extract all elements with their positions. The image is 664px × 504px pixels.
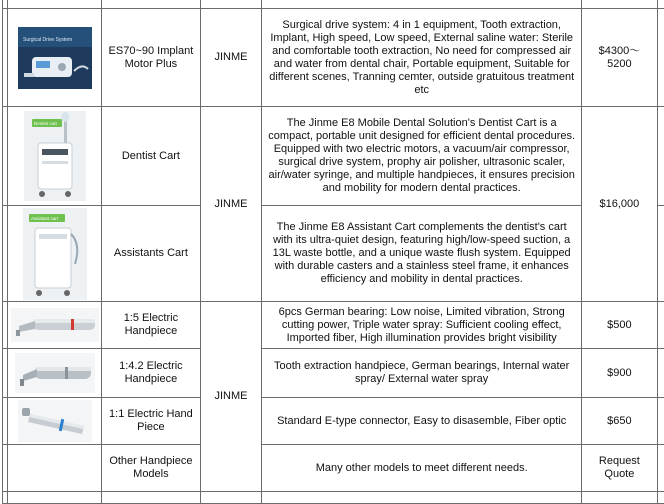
table-row <box>3 0 664 9</box>
price-cell: Request Quote <box>582 445 658 492</box>
product-name: 1:1 Electric Hand Piece <box>102 398 200 445</box>
product-name: ES70~90 Implant Motor Plus <box>102 9 200 107</box>
price-cell: $650 <box>582 398 658 445</box>
table-row <box>3 445 664 492</box>
product-name: Assistants Cart <box>102 206 200 302</box>
product-description: 6pcs German bearing: Low noise, Limited vibration, Strong cutting power, Triple water spray: Sufficient cooling effect, Imported fiber, High illumination provides bright visibility <box>262 302 582 349</box>
red-ring-handpiece-image <box>11 308 99 342</box>
table-row <box>3 349 664 398</box>
table-row <box>3 302 664 349</box>
product-image-cell <box>8 9 102 107</box>
product-image-cell <box>8 398 102 445</box>
blue-ring-handpiece-image <box>18 400 92 442</box>
table-row <box>3 9 664 107</box>
silver-handpiece-image <box>15 353 95 393</box>
brand-cell: JINME <box>200 9 262 107</box>
product-image-caption: Surgical Drive System <box>23 37 72 43</box>
product-image-caption: Assistant cart <box>31 216 59 221</box>
dentist-cart-image <box>24 111 86 201</box>
implant-motor-image <box>18 27 92 89</box>
product-image-cell <box>8 445 102 492</box>
price-cell: $900 <box>582 349 658 398</box>
product-description: Standard E-type connector, Easy to disasemble, Fiber optic <box>262 398 582 445</box>
product-name: Dentist Cart <box>102 107 200 206</box>
product-name: Other Handpiece Models <box>102 445 200 492</box>
product-image-cell <box>8 302 102 349</box>
product-image-cell <box>8 206 102 302</box>
assistant-cart-image <box>23 208 87 300</box>
price-cell: $500 <box>582 302 658 349</box>
product-image-cell <box>8 107 102 206</box>
product-description: Tooth extraction handpiece, German bearings, Internal water spray/ External water spray <box>262 349 582 398</box>
table-row <box>3 206 664 302</box>
table-row <box>3 107 664 206</box>
product-description: The Jinme E8 Assistant Cart complements the dentist's cart with its ultra-quiet design, featuring high/low-speed suction, a 13L waste bottle, and a unique waste flush system. Equipped with durable casters and a stainless steel frame, it enhances efficiency and mobility in dental practices. <box>262 206 582 302</box>
table-row <box>3 492 664 504</box>
product-image-caption: Dentist cart <box>34 121 58 126</box>
product-image-cell <box>8 349 102 398</box>
product-name: 1:4.2 Electric Handpiece <box>102 349 200 398</box>
product-name: 1:5 Electric Handpiece <box>102 302 200 349</box>
table-row <box>3 398 664 445</box>
product-description: Many other models to meet different needs. <box>262 445 582 492</box>
product-description: The Jinme E8 Mobile Dental Solution's Dentist Cart is a compact, portable unit designed for efficient dental procedures. Equipped with two electric motors, a vacuum/air compressor, surgical drive system, prophy air polisher, ultrasonic scaler, air/water syringe, and multiple handpieces, it ensures precision and mobility for modern dental practices. <box>262 107 582 206</box>
price-cell: $4300～5200 <box>582 9 658 107</box>
brand-cell: JINME <box>200 107 262 302</box>
product-description: Surgical drive system: 4 in 1 equipment, Tooth extraction, Implant, High speed, Low speed, External saline water: Sterile and comfortable tooth extraction, No need for compressed air and water from dental chair, Portable equipment, Suitable for different scenes, Tranning cemter, outside gratuitous treatment etc <box>262 9 582 107</box>
brand-cell: JINME <box>200 302 262 492</box>
product-table <box>2 0 664 504</box>
price-cell: $16,000 <box>582 107 658 302</box>
